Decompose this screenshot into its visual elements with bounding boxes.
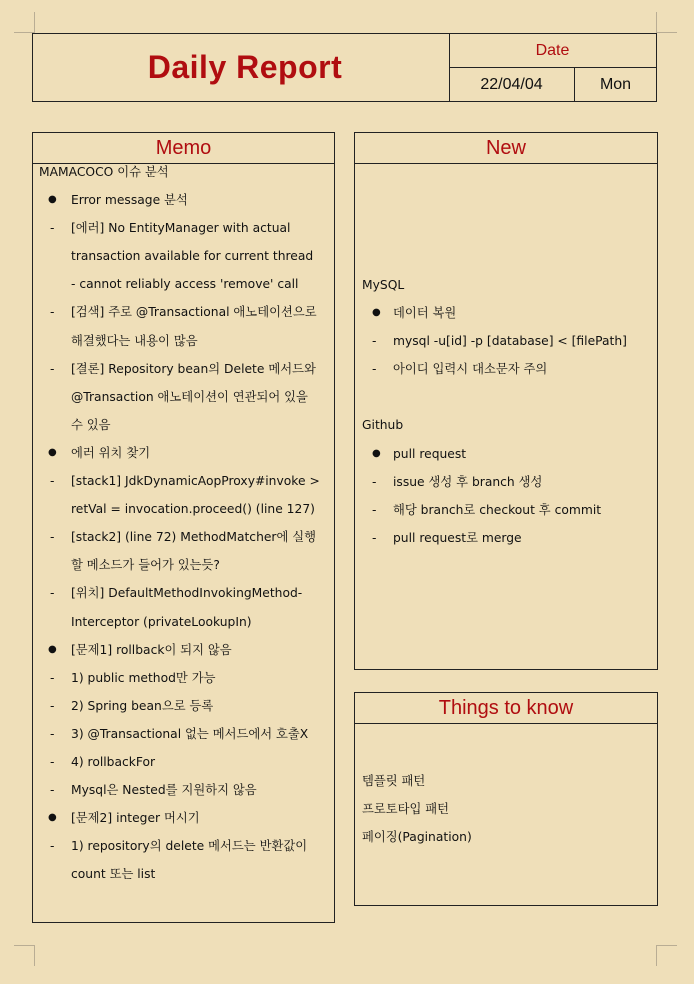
list-item — [33, 298, 334, 326]
dash-icon: - — [372, 530, 377, 545]
list-item — [355, 299, 657, 327]
list-item-text: MySQL — [362, 278, 405, 292]
list-item — [33, 327, 334, 355]
list-item-text: Github — [362, 418, 404, 433]
list-item-text: [검색] 주로 @Transactional 애노테이션으로 — [71, 305, 317, 320]
bullet-icon: ● — [372, 447, 381, 459]
list-item — [355, 355, 657, 383]
dash-icon: - — [50, 670, 55, 685]
list-item — [33, 355, 334, 383]
list-item-text: pull request로 merge — [393, 530, 522, 545]
list-item — [33, 804, 334, 832]
list-item — [33, 608, 334, 636]
bullet-icon: ● — [48, 812, 57, 824]
things-to-know-section — [354, 692, 658, 906]
list-item-text: [위치] DefaultMethodInvokingMethod- — [71, 586, 303, 601]
bullet-icon: ● — [48, 446, 57, 458]
list-item — [33, 692, 334, 720]
list-item-text: - cannot reliably access 'remove' call — [71, 277, 299, 292]
things-to-know-title: Things to know — [355, 693, 657, 724]
dash-icon: - — [50, 361, 55, 376]
dash-icon: - — [50, 726, 55, 741]
list-item-text: Mysql은 Nested를 지원하지 않음 — [71, 783, 257, 798]
list-item-text: 수 있음 — [71, 417, 111, 432]
list-item — [355, 327, 657, 355]
dash-icon: - — [50, 305, 55, 320]
list-item-text: 4) rollbackFor — [71, 754, 156, 769]
page-title: Daily Report — [147, 49, 343, 85]
list-item — [355, 496, 657, 524]
list-item — [355, 767, 657, 795]
list-item-text: 1) repository의 delete 메서드는 반환값이 — [71, 839, 308, 854]
dash-icon: - — [50, 586, 55, 601]
dash-icon: - — [50, 698, 55, 713]
list-item — [33, 636, 334, 664]
list-item-text: retVal = invocation.proceed() (line 127) — [71, 502, 315, 517]
list-item — [33, 748, 334, 776]
list-item — [33, 439, 334, 467]
list-item — [33, 158, 334, 186]
day-value: Mon — [599, 75, 632, 93]
list-item-text: 해당 branch로 checkout 후 commit — [393, 502, 602, 517]
list-item — [33, 214, 334, 242]
list-item — [355, 468, 657, 496]
list-item — [33, 551, 334, 579]
memo-section — [32, 132, 335, 923]
list-item-text: Error message 분석 — [71, 193, 188, 208]
list-item-text: Interceptor (privateLookupIn) — [71, 614, 252, 629]
title-cell — [33, 34, 450, 101]
list-item-text: 데이터 복원 — [393, 306, 457, 321]
list-item-text: MAMACOCO 이슈 분석 — [39, 165, 169, 179]
list-item-text: [에러] No EntityManager with actual — [71, 221, 291, 236]
list-item-text: count 또는 list — [71, 867, 156, 882]
list-item-text: pull request — [393, 446, 467, 461]
list-item-text: 할 메소드가 들어가 있는듯? — [71, 558, 220, 573]
list-item-text: transaction available for current thread — [71, 249, 314, 264]
list-item — [33, 242, 334, 270]
list-item-text: 페이징(Pagination) — [362, 830, 472, 845]
dash-icon: - — [50, 783, 55, 798]
list-item — [33, 383, 334, 411]
date-label: Date — [449, 34, 656, 68]
dash-icon: - — [50, 754, 55, 769]
bullet-icon: ● — [48, 194, 57, 206]
list-item — [355, 411, 657, 439]
report-header — [32, 33, 657, 102]
dash-icon: - — [50, 530, 55, 545]
list-item-text: 1) public method만 가능 — [71, 670, 216, 685]
list-item — [33, 523, 334, 551]
list-item-text: [문제1] rollback이 되지 않음 — [71, 642, 232, 657]
crop-mark-bottom-left — [14, 945, 35, 966]
list-item — [33, 411, 334, 439]
dash-icon: - — [372, 362, 377, 377]
crop-mark-bottom-right — [656, 945, 677, 966]
bullet-icon: ● — [48, 643, 57, 655]
list-item-text: [결론] Repository bean의 Delete 메서드와 — [71, 361, 316, 376]
list-item — [33, 776, 334, 804]
list-item-text: 에러 위치 찾기 — [71, 445, 151, 460]
dash-icon: - — [50, 221, 55, 236]
new-title: New — [355, 133, 657, 164]
date-value: 22/04/04 — [449, 68, 575, 101]
memo-title: Memo — [33, 133, 334, 164]
dash-icon: - — [50, 839, 55, 854]
list-item — [355, 823, 657, 851]
list-item — [355, 383, 657, 411]
list-item-text: 해결했다는 내용이 많음 — [71, 333, 198, 348]
list-item — [355, 524, 657, 552]
list-item-text: @Transaction 애노테이션이 연관되어 있을 — [71, 389, 308, 404]
list-item — [33, 186, 334, 214]
list-item — [33, 467, 334, 495]
list-item-text: [문제2] integer 머시기 — [71, 811, 200, 826]
new-lines — [355, 271, 657, 552]
list-item-text: 2) Spring bean으로 등록 — [71, 698, 214, 713]
dash-icon: - — [372, 334, 377, 349]
list-item — [355, 440, 657, 468]
list-item — [33, 664, 334, 692]
list-item — [33, 270, 334, 298]
dash-icon: - — [50, 474, 55, 489]
dash-icon: - — [372, 474, 377, 489]
dash-icon: - — [372, 502, 377, 517]
list-item-text: mysql -u[id] -p [database] < [filePath] — [393, 334, 627, 349]
list-item-text: 3) @Transactional 없는 메서드에서 호출X — [71, 726, 309, 741]
bullet-icon: ● — [372, 307, 381, 319]
crop-mark-top-right — [656, 12, 677, 33]
list-item-text: 아이디 입력시 대소문자 주의 — [393, 362, 548, 377]
list-item — [33, 495, 334, 523]
list-item — [33, 579, 334, 607]
list-item — [355, 271, 657, 299]
new-section — [354, 132, 658, 670]
list-item — [33, 720, 334, 748]
list-item-text: [stack2] (line 72) MethodMatcher에 실행 — [71, 530, 317, 545]
list-item-text: 템플릿 패턴 — [362, 774, 426, 788]
list-item-text: 프로토타입 패턴 — [362, 802, 450, 817]
things-to-know-lines — [355, 767, 657, 851]
list-item-text: issue 생성 후 branch 생성 — [393, 474, 543, 489]
list-item-text: [stack1] JdkDynamicAopProxy#invoke > — [71, 474, 320, 489]
crop-mark-top-left — [14, 12, 35, 33]
list-item — [33, 832, 334, 860]
memo-lines — [33, 158, 334, 888]
list-item — [33, 860, 334, 888]
list-item — [355, 795, 657, 823]
